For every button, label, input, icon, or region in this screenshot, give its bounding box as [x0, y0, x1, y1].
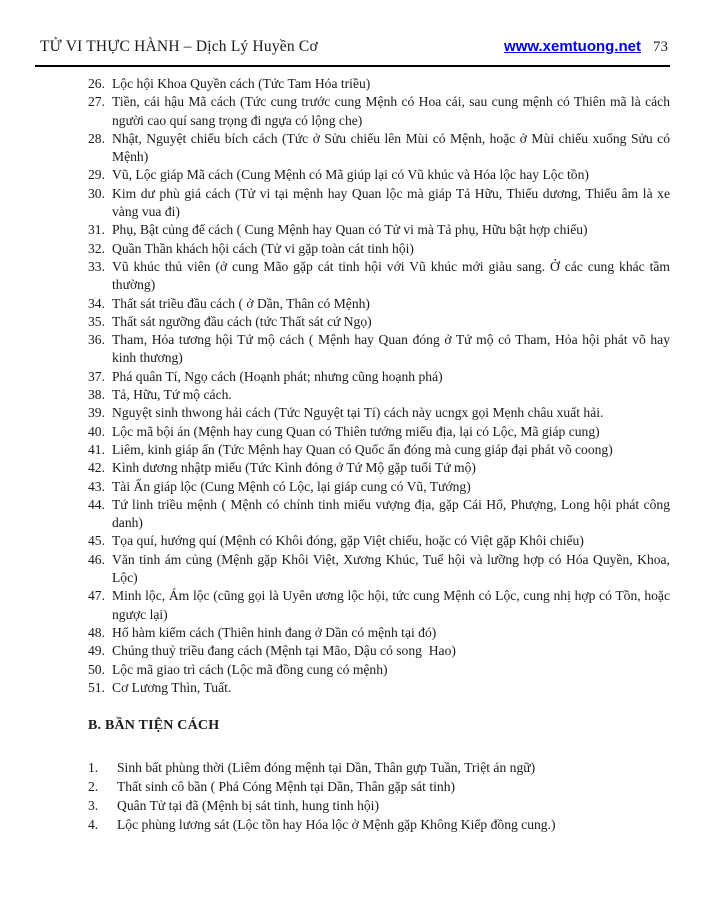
item-number: 51. [88, 679, 105, 695]
item-number: 46. [88, 551, 105, 567]
item-text: Sinh bất phùng thời (Liêm đóng mệnh tại Dần, Thân gựp Tuần, Triệt án ngữ) [117, 760, 536, 776]
list-item [88, 777, 670, 796]
item-number: 2. [88, 779, 99, 795]
item-number: 49. [88, 643, 105, 659]
item-text: Phụ, Bật củng đế cách ( Cung Mệnh hay Quan có Tử vi mà Tả phụ, Hữu bật hợp chiếu) [112, 222, 588, 238]
list-item [88, 478, 670, 496]
book-title: TỬ VI THỰC HÀNH – Dịch Lý Huyền Cơ [40, 38, 318, 55]
item-text: Thất sát ngưỡng đầu cách (tức Thất sát cứ Ngọ) [112, 313, 372, 329]
item-text: Kim dư phù giá cách (Tử vi tại mệnh hay Quan lộc mà giáp Tả Hữu, Thiếu dương, Thiếu âm là xe vàng vua đi) [112, 185, 670, 220]
item-number: 27. [88, 94, 105, 110]
item-text: Tài Ấn giáp lộc (Cung Mệnh có Lộc, lại giáp cung có Vũ, Tướng) [112, 478, 471, 494]
website-link[interactable]: www.xemtuong.net [504, 38, 641, 55]
list-item [88, 221, 670, 239]
item-number: 28. [88, 130, 105, 146]
item-text: Lộc hội Khoa Quyền cách (Tức Tam Hóa triều) [112, 76, 371, 91]
item-text: Thất sát triều đầu cách ( ở Dần, Thân có Mệnh) [112, 295, 370, 311]
item-text: Tọa quí, hướng quí (Mệnh có Khôi đóng, gặp Việt chiếu, hoặc có Việt gặp Khôi chiếu) [112, 533, 584, 549]
item-text: Cơ Lương Thìn, Tuất. [112, 679, 232, 695]
list-item [88, 815, 670, 834]
item-number: 40. [88, 423, 105, 439]
list-item [88, 551, 670, 588]
item-number: 36. [88, 332, 105, 348]
item-text: Liêm, kinh giáp ấn (Tức Mệnh hay Quan có Quốc ấn đóng mà cung giáp đại phát võ coong) [112, 441, 613, 457]
list-item [88, 93, 670, 130]
item-number: 41. [88, 441, 105, 457]
item-text: Phá quân Tí, Ngọ cách (Hoạnh phát; nhưng cũng hoạnh phá) [112, 368, 443, 384]
list-item [88, 587, 670, 624]
list-item [88, 404, 670, 422]
item-text: Vũ, Lộc giáp Mã cách (Cung Mệnh có Mã giúp lại có Vũ khúc và Hóa lộc hay Lộc tồn) [112, 167, 589, 183]
header-divider [35, 65, 670, 67]
item-text: Lộc phùng lương sát (Lộc tồn hay Hóa lộc ở Mệnh gặp Không Kiếp đồng cung.) [117, 817, 556, 833]
numbered-list-cach-a [88, 75, 670, 697]
section-b-heading: B. BẦN TIỆN CÁCH [88, 718, 220, 734]
item-number: 32. [88, 240, 105, 256]
page-number: 73 [653, 39, 668, 55]
list-item [88, 75, 670, 93]
list-item [88, 496, 670, 533]
list-item [88, 423, 670, 441]
item-number: 44. [88, 496, 105, 512]
item-number: 45. [88, 533, 105, 549]
item-number: 3. [88, 798, 99, 814]
list-item [88, 386, 670, 404]
numbered-list-cach-b [88, 758, 670, 834]
item-text: Chúng thuỷ triều đang cách (Mệnh tại Mão, Dậu có song Hao) [112, 643, 456, 659]
item-number: 31. [88, 222, 105, 238]
list-item [88, 642, 670, 660]
header-right [504, 38, 668, 56]
item-text: Tứ linh triều mệnh ( Mệnh có chính tinh miếu vượng địa, gặp Cái Hổ, Phượng, Long hội phát công danh) [112, 496, 670, 531]
item-number: 47. [88, 588, 105, 604]
item-text: Lộc mã giao trì cách (Lộc mã đồng cung có mệnh) [112, 661, 388, 677]
item-text: Tả, Hữu, Tứ mộ cách. [112, 387, 232, 403]
item-number: 50. [88, 661, 105, 677]
item-number: 26. [88, 76, 105, 91]
item-number: 29. [88, 167, 105, 183]
list-item [88, 661, 670, 679]
item-text: Lộc mã bội án (Mệnh hay cung Quan có Thiên tướng miếu địa, lại có Lộc, Mã giáp cung) [112, 423, 600, 439]
item-number: 38. [88, 387, 105, 403]
item-text: Minh lộc, Ám lộc (cũng gọi là Uyên ương lộc hội, tức cung Mệnh có Lộc, cung nhị hợp có Tồn, hoặc ngược lại) [112, 588, 670, 622]
list-item [88, 441, 670, 459]
list-item [88, 185, 670, 222]
list-item [88, 313, 670, 331]
item-number: 39. [88, 405, 105, 421]
list-item [88, 240, 670, 258]
item-number: 34. [88, 295, 105, 311]
item-text: Quân Tử tại đã (Mệnh bị sát tinh, hung tinh hội) [117, 798, 379, 814]
page-header [35, 38, 670, 56]
item-text: Nhật, Nguyệt chiếu bích cách (Tức ở Sửu chiếu lên Mùi có Mệnh, hoặc ở Mùi chiếu xuống Sửu có Mệnh) [112, 130, 670, 165]
item-number: 4. [88, 817, 99, 833]
item-text: Quần Thần khách hội cách (Tử vi gặp toàn cát tinh hội) [112, 240, 414, 256]
item-number: 43. [88, 478, 105, 494]
item-text: Tiền, cái hậu Mã cách (Tức cung trước cung Mệnh có Hoa cái, sau cung mệnh có Thiên mã là cách người cao quí sang trọng đi ngựa có lộng che) [112, 94, 670, 128]
list-item [88, 624, 670, 642]
item-text: Thất sinh cô bần ( Phá Cóng Mệnh tại Dần, Thân gặp sát tinh) [117, 779, 456, 795]
list-item [88, 679, 670, 697]
list-item [88, 166, 670, 184]
item-text: Kình dương nhậtp miếu (Tức Kình đóng ở Tứ Mộ gặp tuổi Tứ mộ) [112, 460, 476, 476]
item-number: 35. [88, 313, 105, 329]
item-number: 33. [88, 258, 105, 274]
item-text: Tham, Hỏa tương hội Tứ mộ cách ( Mệnh hay Quan đóng ở Tứ mộ có Tham, Hỏa hội phát võ hay kinh thương) [112, 332, 670, 366]
list-item [88, 368, 670, 386]
list-item [88, 459, 670, 477]
item-text: Vũ khúc thủ viên (ở cung Mão gặp cát tinh hội với Vũ khúc mới giàu sang. Ở các cung khác tầm thường) [112, 258, 670, 293]
item-number: 37. [88, 368, 105, 384]
item-number: 42. [88, 460, 105, 476]
list-item [88, 258, 670, 295]
list-item [88, 532, 670, 550]
list-item [88, 130, 670, 167]
item-number: 48. [88, 624, 105, 640]
item-text: Hổ hàm kiếm cách (Thiên hinh đang ở Dần có mệnh tại đó) [112, 624, 437, 640]
list-item [88, 796, 670, 815]
item-number: 30. [88, 185, 105, 201]
list-item [88, 295, 670, 313]
item-number: 1. [88, 760, 99, 776]
list-item [88, 758, 670, 777]
item-text: Nguyệt sinh thwong hải cách (Tức Nguyệt tại Tí) cách này ucngx gọi Mẹnh châu xuất hải. [112, 405, 604, 421]
list-item [88, 331, 670, 368]
item-text: Văn tinh ám củng (Mệnh gặp Khôi Việt, Xương Khúc, Tuế hội và lưỡng hợp có Hóa Quyền, Khoa, Lộc) [112, 551, 670, 586]
